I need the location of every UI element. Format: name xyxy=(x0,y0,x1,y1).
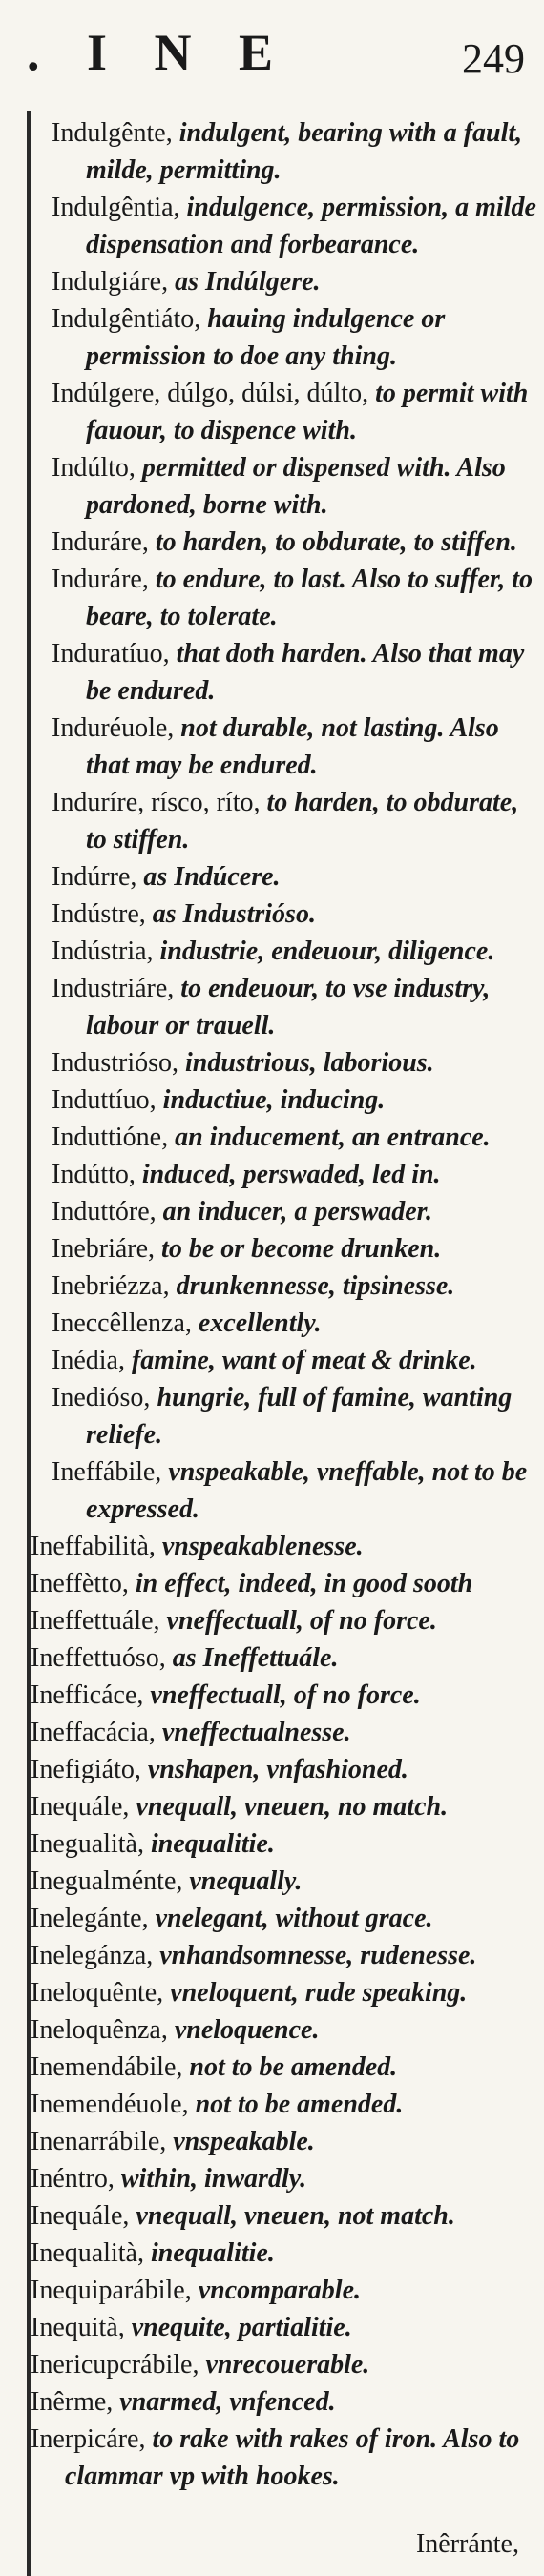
dictionary-entry xyxy=(31,1602,542,1639)
dictionary-entry xyxy=(31,2309,542,2346)
dictionary-entry xyxy=(31,114,542,189)
dictionary-entry xyxy=(31,970,542,1044)
entry-headword: Indulgêntia, xyxy=(52,193,180,222)
dictionary-entry xyxy=(31,1267,542,1305)
entry-headword: Inédia, xyxy=(52,1346,125,1375)
dictionary-entry xyxy=(31,1044,542,1082)
entry-gloss: drunkennesse, tipsinesse. xyxy=(169,1271,455,1301)
dictionary-entry xyxy=(31,1900,542,1937)
dictionary-entry xyxy=(31,2197,542,2235)
entry-gloss: hauing indulgence or permission to doe any thing. xyxy=(86,304,446,371)
entry-headword: Indúlgere, dúlgo, dúlsi, dúlto, xyxy=(52,379,369,408)
entry-headword: Inequità, xyxy=(31,2313,125,2342)
entry-gloss: within, inwardly. xyxy=(114,2164,307,2194)
entry-gloss: famine, want of meat & drinke. xyxy=(124,1346,477,1375)
entry-gloss: vnequite, partialitie. xyxy=(124,2313,352,2342)
entry-headword: Indústre, xyxy=(52,899,146,929)
entry-gloss: as Indúlgere. xyxy=(168,267,321,297)
entry-headword: Inequále, xyxy=(31,1792,130,1822)
entry-headword: Inelegánte, xyxy=(31,1904,149,1933)
entry-gloss: to harden, to obdurate, to stiffen. xyxy=(86,788,519,855)
entry-gloss: indulgent, bearing with a fault, milde, permitting. xyxy=(86,118,523,185)
entry-gloss: in effect, indeed, in good sooth xyxy=(128,1569,473,1598)
entry-headword: Inerpicáre, xyxy=(31,2424,146,2454)
entry-headword: Inemendábile, xyxy=(31,2052,183,2082)
entry-headword: Indúrre, xyxy=(52,862,137,892)
entry-gloss: vnequally. xyxy=(182,1866,303,1896)
dictionary-entry xyxy=(31,1230,542,1267)
entry-headword: Ineffettuóso, xyxy=(31,1643,166,1673)
dictionary-entry xyxy=(31,2235,542,2272)
entry-gloss: to permit with fauour, to dispence with. xyxy=(86,379,529,445)
catchword: Inêrránte, xyxy=(415,2529,519,2559)
entry-gloss: as Ineffettuále. xyxy=(165,1643,339,1673)
entry-gloss: vnspeakable, vneffable, not to be expressed. xyxy=(86,1457,528,1524)
entry-headword: Indústria, xyxy=(52,937,154,966)
entry-headword: Indúlto, xyxy=(52,453,136,483)
entry-headword: Inequiparábile, xyxy=(31,2276,192,2305)
dictionary-entry xyxy=(31,1528,542,1565)
entry-headword: Induríre, rísco, ríto, xyxy=(52,788,261,817)
dictionary-entry xyxy=(31,1305,542,1342)
dictionary-entry xyxy=(31,858,542,896)
dictionary-entry xyxy=(31,933,542,970)
page-header xyxy=(0,0,544,114)
entry-gloss: vneloquent, rude speaking. xyxy=(163,1978,468,2008)
dictionary-entry xyxy=(31,189,542,263)
entry-gloss: vnequall, vneuen, not match. xyxy=(129,2201,455,2231)
entry-headword: Indulgiáre, xyxy=(52,267,169,297)
entry-headword: Ineffètto, xyxy=(31,1569,129,1598)
entry-gloss: vnshapen, vnfashioned. xyxy=(140,1755,408,1784)
dictionary-entry xyxy=(31,2160,542,2197)
entry-gloss: vneffectuall, of no force. xyxy=(143,1680,421,1710)
dictionary-entry xyxy=(31,561,542,635)
entry-headword: Inelegánza, xyxy=(31,1941,154,1970)
entry-gloss: not durable, not lasting. Also that may be endured. xyxy=(86,713,499,780)
dictionary-entry xyxy=(31,635,542,710)
entry-headword: Induráre, xyxy=(52,565,149,594)
entry-gloss: vnspeakable. xyxy=(166,2127,315,2156)
entry-headword: Indulgênte, xyxy=(52,118,173,148)
dictionary-entry xyxy=(31,449,542,524)
entry-headword: Inefficáce, xyxy=(31,1680,144,1710)
entry-headword: Induratíuo, xyxy=(52,639,170,669)
entry-gloss: vnequall, vneuen, no match. xyxy=(129,1792,449,1822)
entry-headword: Inegualità, xyxy=(31,1829,144,1859)
entry-headword: Inericupcrábile, xyxy=(31,2350,199,2380)
dictionary-entry xyxy=(31,1453,542,1528)
entry-gloss: to endure, to last. Also to suffer, to beare, to tolerate. xyxy=(86,565,533,631)
entry-list xyxy=(31,114,542,2576)
entry-headword: Indulgêntiáto, xyxy=(52,304,201,334)
entry-gloss: vnhandsomnesse, rudenesse. xyxy=(153,1941,477,1970)
dictionary-entry xyxy=(31,2272,542,2309)
entry-gloss: that doth harden. Also that may be endured. xyxy=(86,639,525,706)
page-number: 249 xyxy=(462,35,525,82)
dictionary-entry xyxy=(31,710,542,784)
entry-gloss: vnarmed, vnfenced. xyxy=(113,2387,336,2417)
entry-headword: Inenarrábile, xyxy=(31,2127,167,2156)
dictionary-entry xyxy=(31,2011,542,2049)
entry-headword: Inéntro, xyxy=(31,2164,115,2194)
dictionary-entry xyxy=(31,2086,542,2123)
entry-gloss: vnrecouerable. xyxy=(199,2350,370,2380)
dictionary-entry xyxy=(31,896,542,933)
entry-gloss: not to be amended. xyxy=(188,2090,404,2119)
entry-headword: Ineffacácia, xyxy=(31,1718,156,1747)
entry-gloss: inequalitie. xyxy=(143,1829,275,1859)
dictionary-entry xyxy=(31,1937,542,1974)
entry-gloss: to be or become drunken. xyxy=(155,1234,442,1264)
entry-gloss: inductiue, inducing. xyxy=(156,1085,386,1115)
entry-gloss: as Industrióso. xyxy=(145,899,316,929)
entry-gloss: to harden, to obdurate, to stiffen. xyxy=(148,527,517,557)
entry-headword: Inebriézza, xyxy=(52,1271,170,1301)
entry-headword: Ineloquênza, xyxy=(31,2015,168,2045)
entry-headword: Inequále, xyxy=(31,2201,130,2231)
dictionary-entry xyxy=(31,1714,542,1751)
entry-gloss: vneloquence. xyxy=(167,2015,320,2045)
entry-gloss: an inducer, a perswader. xyxy=(156,1197,433,1226)
dictionary-entry xyxy=(31,375,542,449)
entry-headword: Inedióso, xyxy=(52,1383,151,1412)
entry-gloss: vneffectualnesse. xyxy=(155,1718,351,1747)
dictionary-entry xyxy=(31,1082,542,1119)
dictionary-entry xyxy=(31,1677,542,1714)
dictionary-entry xyxy=(31,1119,542,1156)
running-head: . I N E xyxy=(27,24,291,81)
dictionary-entry xyxy=(31,1825,542,1863)
entry-gloss: vnspeakablenesse. xyxy=(155,1532,364,1561)
dictionary-entry xyxy=(31,1193,542,1230)
entry-gloss: industrie, endeuour, diligence. xyxy=(153,937,495,966)
entry-gloss: excellently. xyxy=(191,1309,322,1338)
entry-gloss: vnelegant, without grace. xyxy=(148,1904,433,1933)
entry-gloss: industrious, laborious. xyxy=(178,1048,434,1078)
entry-headword: Ineccêllenza, xyxy=(52,1309,192,1338)
entry-headword: Inebriáre, xyxy=(52,1234,156,1264)
entry-headword: Ineloquênte, xyxy=(31,1978,164,2008)
dictionary-entry xyxy=(31,1565,542,1602)
entry-gloss: induced, perswaded, led in. xyxy=(135,1160,441,1189)
entry-headword: Industrióso, xyxy=(52,1048,178,1078)
entry-gloss: vneffectuall, of no force. xyxy=(159,1606,437,1636)
dictionary-entry xyxy=(31,1342,542,1379)
entry-gloss: as Indúcere. xyxy=(136,862,281,892)
entry-headword: Inemendéuole, xyxy=(31,2090,189,2119)
entry-headword: Induttóre, xyxy=(52,1197,157,1226)
entry-headword: Ineffabilità, xyxy=(31,1532,156,1561)
dictionary-entry xyxy=(31,1379,542,1453)
dictionary-entry xyxy=(31,2346,542,2383)
entry-headword: Inefigiáto, xyxy=(31,1755,141,1784)
entry-headword: Induráre, xyxy=(52,527,149,557)
entry-headword: Inegualménte, xyxy=(31,1866,183,1896)
entry-gloss: an inducement, an entrance. xyxy=(168,1123,491,1152)
entry-gloss: permitted or dispensed with. Also pardoned, borne with. xyxy=(86,453,506,520)
entry-headword: Ineffábile, xyxy=(52,1457,162,1487)
dictionary-entry xyxy=(31,2049,542,2086)
dictionary-entry xyxy=(31,1863,542,1900)
dictionary-entry xyxy=(31,1751,542,1788)
entry-gloss: hungrie, full of famine, wanting reliefe. xyxy=(86,1383,513,1450)
entry-headword: Induttíuo, xyxy=(52,1085,157,1115)
entry-headword: Induréuole, xyxy=(52,713,175,743)
entry-gloss: to rake with rakes of iron. Also to clammar vp with hookes. xyxy=(65,2424,520,2491)
dictionary-entry xyxy=(31,1639,542,1677)
dictionary-entry xyxy=(31,2421,542,2495)
dictionary-entry xyxy=(31,784,542,858)
entry-headword: Induttióne, xyxy=(52,1123,169,1152)
entry-gloss: vncomparable. xyxy=(191,2276,362,2305)
dictionary-entry xyxy=(31,1156,542,1193)
entry-gloss: inequalitie. xyxy=(143,2238,275,2268)
dictionary-entry xyxy=(31,300,542,375)
dictionary-entry xyxy=(31,524,542,561)
entry-gloss: indulgence, permission, a milde dispensation and forbearance. xyxy=(86,193,536,259)
entry-headword: Industriáre, xyxy=(52,974,175,1003)
entry-headword: Indútto, xyxy=(52,1160,136,1189)
entry-headword: Inequalità, xyxy=(31,2238,144,2268)
entry-gloss: not to be amended. xyxy=(182,2052,398,2082)
dictionary-entry xyxy=(31,2383,542,2421)
dictionary-entry xyxy=(31,2123,542,2160)
dictionary-entry xyxy=(31,1788,542,1825)
entry-headword: Inêrme, xyxy=(31,2387,114,2417)
entry-headword: Ineffettuále, xyxy=(31,1606,160,1636)
dictionary-entry xyxy=(31,263,542,300)
dictionary-entry xyxy=(31,1974,542,2011)
entry-gloss: to endeuour, to vse industry, labour or trauell. xyxy=(86,974,491,1041)
